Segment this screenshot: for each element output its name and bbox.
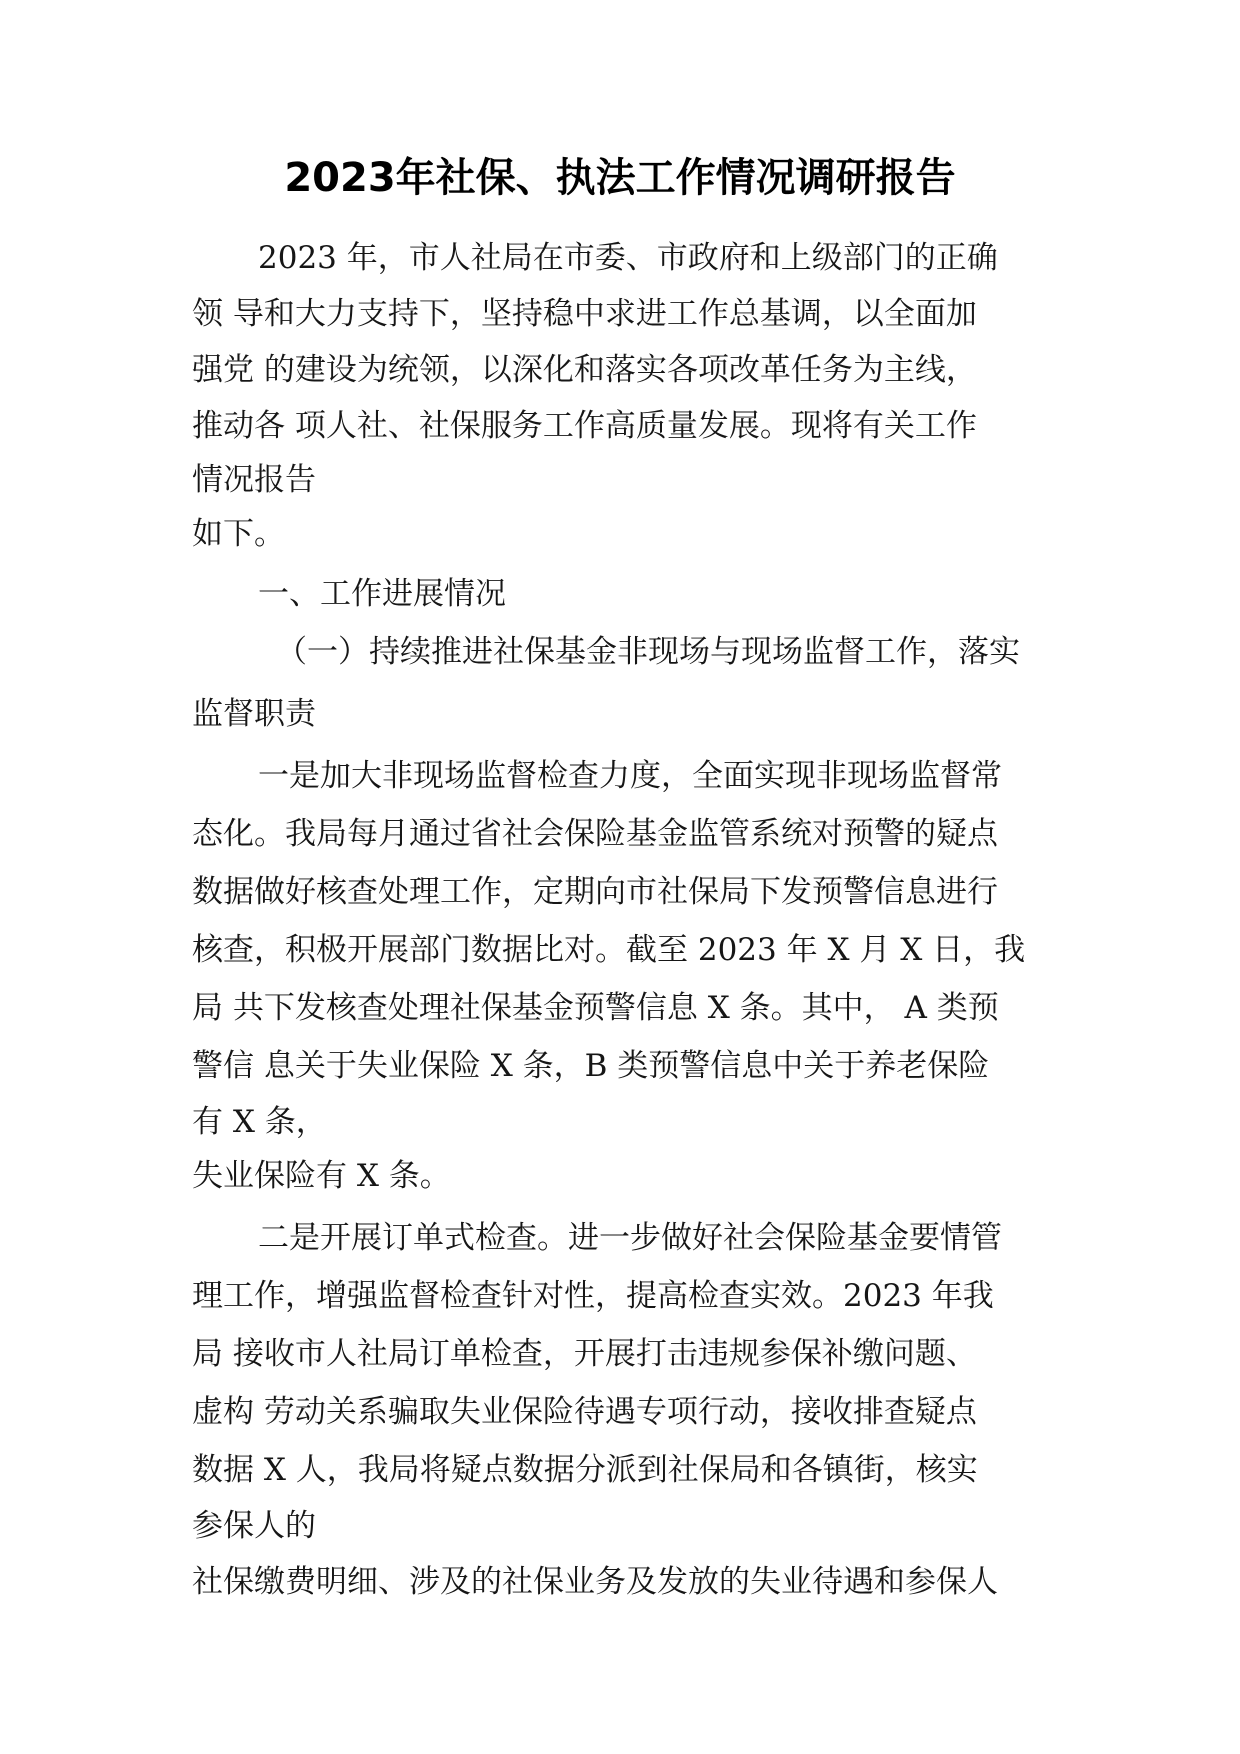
paragraph-line: 领 导和大力支持下，坚持稳中求进工作总基调，以全面加 — [192, 296, 977, 332]
paragraph-line: 社保缴费明细、涉及的社保业务及发放的失业待遇和参保人 — [192, 1564, 998, 1600]
paragraph-line: 数据 X 人，我局将疑点数据分派到社保局和各镇街，核实 — [192, 1452, 978, 1488]
paragraph-line: 态化。我局每月通过省社会保险基金监管系统对预警的疑点 — [192, 816, 998, 852]
paragraph-line: 局 共下发核查处理社保基金预警信息 X 条。其中， A 类预 — [192, 990, 999, 1026]
paragraph-line: 参保人的 — [192, 1508, 316, 1544]
section-heading: 一、工作进展情况 — [258, 576, 506, 612]
paragraph-line: 情况报告 — [192, 462, 316, 498]
paragraph-line: 警信 息关于失业保险 X 条，B 类预警信息中关于养老保险 — [192, 1048, 990, 1084]
paragraph-line: 理工作，增强监督检查针对性，提高检查实效。2023 年我 — [192, 1278, 994, 1314]
document-title: 2023年社保、执法工作情况调研报告 — [284, 155, 956, 201]
paragraph-line: 核查，积极开展部门数据比对。截至 2023 年 X 月 X 日，我 — [192, 932, 1026, 968]
paragraph-line: 有 X 条， — [192, 1104, 327, 1140]
subsection-heading: （一）持续推进社保基金非现场与现场监督工作，落实 — [276, 634, 1020, 670]
paragraph-line: 二是开展订单式检查。进一步做好社会保险基金要情管 — [258, 1220, 1002, 1256]
subsection-heading: 监督职责 — [192, 696, 316, 732]
paragraph-line: 2023 年，市人社局在市委、市政府和上级部门的正确 — [258, 240, 998, 276]
paragraph-line: 数据做好核查处理工作，定期向市社保局下发预警信息进行 — [192, 874, 998, 910]
paragraph-line: 虚构 劳动关系骗取失业保险待遇专项行动，接收排查疑点 — [192, 1394, 977, 1430]
paragraph-line: 局 接收市人社局订单检查，开展打击违规参保补缴问题、 — [192, 1336, 977, 1372]
paragraph-line: 推动各 项人社、社保服务工作高质量发展。现将有关工作 — [192, 408, 977, 444]
paragraph-line: 失业保险有 X 条。 — [192, 1158, 451, 1194]
paragraph-line: 强党 的建设为统领，以深化和落实各项改革任务为主线， — [192, 352, 977, 388]
paragraph-line: 如下。 — [192, 516, 285, 552]
paragraph-line: 一是加大非现场监督检查力度，全面实现非现场监督常 — [258, 758, 1002, 794]
